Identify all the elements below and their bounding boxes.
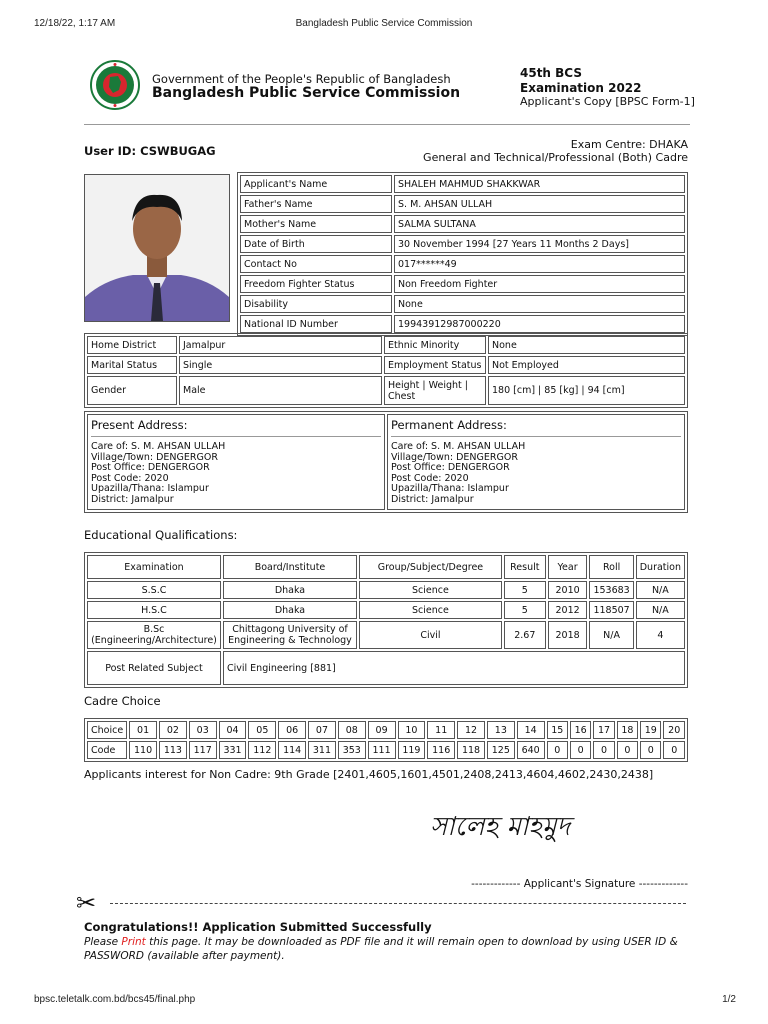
- present-address-cell: [87, 414, 385, 510]
- note-text: Please: [84, 936, 122, 948]
- cadre-code: 111: [368, 741, 396, 759]
- value-cell: SHALEH MAHMUD SHAKKWAR: [394, 175, 685, 193]
- cell: N/A: [636, 601, 685, 619]
- header-divider: [84, 124, 690, 125]
- print-link[interactable]: Print: [121, 936, 146, 948]
- cadre-choice-number: 16: [570, 721, 591, 739]
- label-cell: Choice: [87, 721, 127, 739]
- education-table: [84, 552, 688, 688]
- print-page-count: 1/2: [722, 994, 736, 1005]
- cadre-code: 353: [338, 741, 366, 759]
- value-cell: 19943912987000220: [394, 315, 685, 333]
- education-title: Educational Qualifications:: [84, 528, 238, 542]
- cadre-choice-table: [84, 718, 688, 762]
- download-note: [84, 935, 690, 963]
- table-row: [87, 721, 685, 739]
- value-cell: 180 [cm] | 85 [kg] | 94 [cm]: [488, 376, 685, 405]
- table-row: [87, 336, 685, 354]
- applicant-photo: [84, 174, 230, 322]
- table-row: [240, 215, 685, 233]
- column-header: Duration: [636, 555, 685, 579]
- cell: Science: [359, 581, 502, 599]
- cell: S.S.C: [87, 581, 221, 599]
- cadre-code: 640: [517, 741, 545, 759]
- print-url: bpsc.teletalk.com.bd/bcs45/final.php: [34, 994, 196, 1005]
- cell: 5: [504, 601, 546, 619]
- cadre-code: 0: [547, 741, 568, 759]
- cadre-choice-number: 15: [547, 721, 568, 739]
- permanent-address-line: Village/Town: DENGERGOR: [391, 451, 518, 463]
- cadre-code: 311: [308, 741, 336, 759]
- table-row: [87, 555, 685, 579]
- present-address-line: Village/Town: DENGERGOR: [91, 451, 218, 463]
- value-cell: None: [394, 295, 685, 313]
- label-cell: Height | Weight | Chest: [384, 376, 486, 405]
- cut-line: [110, 903, 686, 904]
- value-cell: None: [488, 336, 685, 354]
- cell: Dhaka: [223, 581, 357, 599]
- cell: N/A: [589, 621, 633, 649]
- value-cell: Civil Engineering [881]: [223, 651, 685, 685]
- present-address-line: Upazilla/Thana: Islampur: [91, 483, 209, 495]
- cadre-choice-number: 09: [368, 721, 396, 739]
- user-id: User ID: CSWBUGAG: [84, 144, 216, 158]
- cadre-code: 0: [640, 741, 661, 759]
- scissors-icon: ✂: [76, 889, 97, 917]
- table-row: [87, 741, 685, 759]
- present-address-title: Present Address:: [91, 418, 188, 432]
- label-cell: Disability: [240, 295, 392, 313]
- label-cell: Gender: [87, 376, 177, 405]
- cadre-code: 0: [570, 741, 591, 759]
- permanent-address-line: Post Office: DENGERGOR: [391, 462, 510, 474]
- table-row: [87, 581, 685, 599]
- cadre-choice-number: 07: [308, 721, 336, 739]
- column-header: Year: [548, 555, 588, 579]
- cell: 2010: [548, 581, 588, 599]
- table-row: [240, 175, 685, 193]
- column-header: Roll: [589, 555, 633, 579]
- permanent-address-line: Upazilla/Thana: Islampur: [391, 483, 509, 495]
- label-cell: Ethnic Minority: [384, 336, 486, 354]
- cadre-choice-number: 06: [278, 721, 306, 739]
- exam-year: Examination 2022: [520, 81, 642, 95]
- table-row: [87, 414, 685, 510]
- cadre-code: 0: [593, 741, 614, 759]
- value-cell: 017******49: [394, 255, 685, 273]
- cadre-choice-number: 05: [248, 721, 276, 739]
- column-header: Result: [504, 555, 546, 579]
- label-cell: Father's Name: [240, 195, 392, 213]
- cadre-code: 331: [219, 741, 247, 759]
- label-cell: Freedom Fighter Status: [240, 275, 392, 293]
- cadre-code: 125: [487, 741, 515, 759]
- cadre-choice-number: 18: [617, 721, 638, 739]
- label-cell: Applicant's Name: [240, 175, 392, 193]
- personal-info-table: [84, 333, 688, 408]
- cadre-choice-number: 13: [487, 721, 515, 739]
- non-cadre-interest: Applicants interest for Non Cadre: 9th Grade [2401,4605,1601,4501,2408,2413,4604,4602,2430,2438]: [84, 768, 654, 781]
- org-line1: Government of the People's Republic of Bangladesh: [152, 72, 451, 86]
- cadre-choice-number: 10: [398, 721, 426, 739]
- column-header: Board/Institute: [223, 555, 357, 579]
- exam-bcs: 45th BCS: [520, 66, 582, 80]
- table-row: [87, 356, 685, 374]
- cadre-choice-number: 11: [427, 721, 455, 739]
- label-cell: Date of Birth: [240, 235, 392, 253]
- label-cell: Mother's Name: [240, 215, 392, 233]
- cell: Dhaka: [223, 601, 357, 619]
- table-row: [240, 255, 685, 273]
- cadre-title: Cadre Choice: [84, 694, 161, 708]
- label-cell: Home District: [87, 336, 177, 354]
- table-row: [240, 315, 685, 333]
- cadre-code: 119: [398, 741, 426, 759]
- cell: B.Sc (Engineering/Architecture): [87, 621, 221, 649]
- label-cell: Contact No: [240, 255, 392, 273]
- cadre-code: 110: [129, 741, 157, 759]
- value-cell: SALMA SULTANA: [394, 215, 685, 233]
- present-address-line: Post Office: DENGERGOR: [91, 462, 210, 474]
- success-message: Congratulations!! Application Submitted Successfully: [84, 920, 432, 934]
- cell: H.S.C: [87, 601, 221, 619]
- cadre-code: 112: [248, 741, 276, 759]
- cadre-choice-number: 14: [517, 721, 545, 739]
- cell: 5: [504, 581, 546, 599]
- table-row: [240, 195, 685, 213]
- bpsc-logo-icon: [90, 60, 140, 110]
- column-header: Group/Subject/Degree: [359, 555, 502, 579]
- cell: 118507: [589, 601, 633, 619]
- permanent-address-line: Post Code: 2020: [391, 472, 469, 484]
- print-datetime: 12/18/22, 1:17 AM: [34, 18, 116, 29]
- permanent-address-line: District: Jamalpur: [391, 493, 474, 505]
- permanent-address-cell: [387, 414, 685, 510]
- column-header: Examination: [87, 555, 221, 579]
- exam-centre: Exam Centre: DHAKA: [570, 138, 688, 151]
- cadre-code: 0: [663, 741, 685, 759]
- value-cell: Not Employed: [488, 356, 685, 374]
- org-line2: Bangladesh Public Service Commission: [152, 85, 461, 101]
- cadre-choice-number: 03: [189, 721, 217, 739]
- cadre-code: 113: [159, 741, 187, 759]
- cadre-choice-number: 19: [640, 721, 661, 739]
- label-cell: Employment Status: [384, 356, 486, 374]
- present-address-line: District: Jamalpur: [91, 493, 174, 505]
- present-address-line: Post Code: 2020: [91, 472, 169, 484]
- label-cell: National ID Number: [240, 315, 392, 333]
- cadre-choice-number: 20: [663, 721, 685, 739]
- value-cell: Jamalpur: [179, 336, 382, 354]
- cell: Chittagong University of Engineering & Technology: [223, 621, 357, 649]
- address-table: [84, 411, 688, 513]
- cell: 153683: [589, 581, 633, 599]
- value-cell: 30 November 1994 [27 Years 11 Months 2 Days]: [394, 235, 685, 253]
- cadre-code: 0: [617, 741, 638, 759]
- label-cell: Post Related Subject: [87, 651, 221, 685]
- value-cell: S. M. AHSAN ULLAH: [394, 195, 685, 213]
- table-row: [240, 295, 685, 313]
- cell: Science: [359, 601, 502, 619]
- cell: 2.67: [504, 621, 546, 649]
- cadre-choice-number: 08: [338, 721, 366, 739]
- cell: Civil: [359, 621, 502, 649]
- signature-label: ------------- Applicant's Signature -------------: [471, 878, 688, 890]
- label-cell: Marital Status: [87, 356, 177, 374]
- table-row: [87, 621, 685, 649]
- table-row: [240, 275, 685, 293]
- signature-image: সালেহ মাহমুদ: [430, 812, 571, 842]
- cadre-choice-number: 04: [219, 721, 247, 739]
- applicant-copy: Applicant's Copy [BPSC Form-1]: [520, 95, 695, 108]
- cell: 2018: [548, 621, 588, 649]
- permanent-address-line: Care of: S. M. AHSAN ULLAH: [391, 441, 526, 452]
- cadre-type: General and Technical/Professional (Both) Cadre: [423, 151, 688, 164]
- cadre-code: 114: [278, 741, 306, 759]
- table-row: [87, 651, 685, 685]
- cadre-choice-number: 17: [593, 721, 614, 739]
- permanent-address-title: Permanent Address:: [391, 418, 507, 432]
- note-text: this page. It may be downloaded as PDF file and it will remain open to download by using USER ID & PASSWORD (available after payment).: [84, 936, 678, 962]
- table-row: [87, 376, 685, 405]
- label-cell: Code: [87, 741, 127, 759]
- cell: 4: [636, 621, 685, 649]
- table-row: [240, 235, 685, 253]
- value-cell: Single: [179, 356, 382, 374]
- cell: 2012: [548, 601, 588, 619]
- cell: N/A: [636, 581, 685, 599]
- value-cell: Non Freedom Fighter: [394, 275, 685, 293]
- value-cell: Male: [179, 376, 382, 405]
- cadre-code: 117: [189, 741, 217, 759]
- cadre-choice-number: 02: [159, 721, 187, 739]
- cadre-choice-number: 01: [129, 721, 157, 739]
- table-row: [87, 601, 685, 619]
- print-page-title: Bangladesh Public Service Commission: [295, 18, 473, 29]
- present-address-line: Care of: S. M. AHSAN ULLAH: [91, 441, 226, 452]
- cadre-code: 118: [457, 741, 485, 759]
- cadre-choice-number: 12: [457, 721, 485, 739]
- applicant-info-table: [237, 172, 688, 336]
- cadre-code: 116: [427, 741, 455, 759]
